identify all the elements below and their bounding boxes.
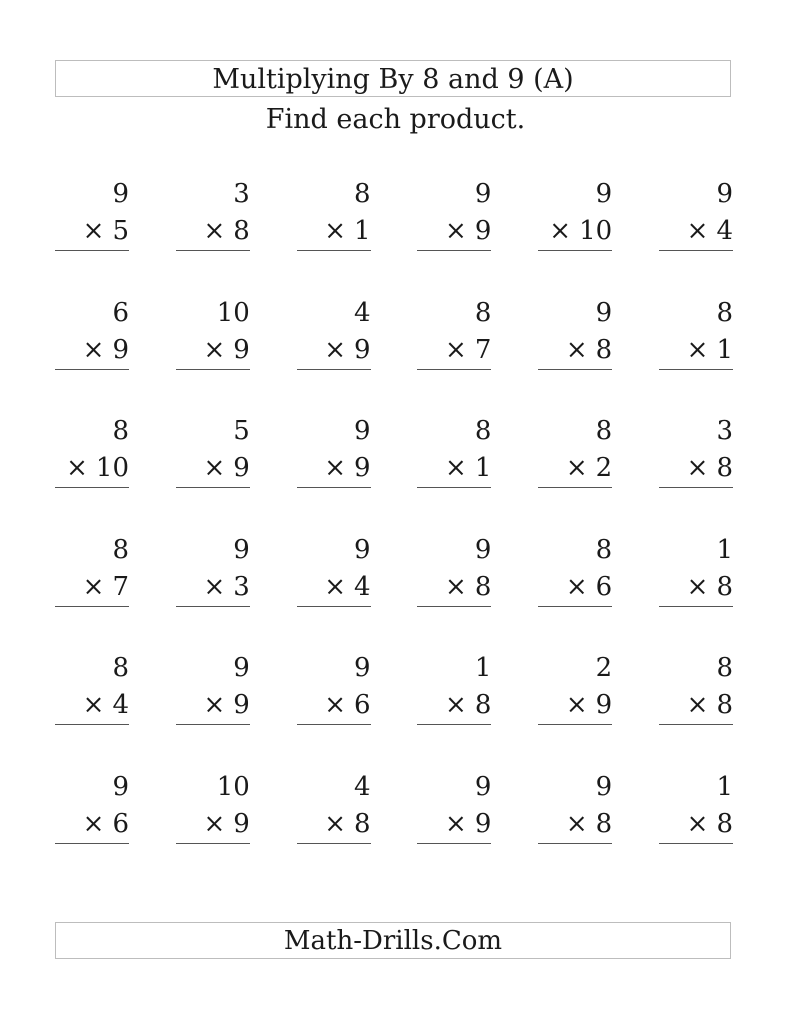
multiplier-line [297, 568, 371, 607]
multiplication-problem [55, 650, 129, 769]
multiplier-line [55, 568, 129, 607]
multiplication-problem [55, 176, 129, 295]
multiply-sign: × [549, 216, 572, 246]
multiply-sign: × [324, 808, 347, 839]
multiply-sign: × [324, 216, 347, 246]
multiplier: 5 [112, 216, 129, 246]
multiplier-line [659, 805, 733, 844]
multiplier: 8 [595, 334, 613, 365]
multiplier: 8 [716, 808, 733, 839]
multiply-sign: × [445, 808, 467, 839]
multiply-sign: × [203, 216, 226, 246]
multiplier-line [417, 686, 491, 725]
multiplier-line [538, 805, 612, 844]
multiplicand: 4 [354, 771, 371, 802]
footer-site-name: Math-Drills.Com [55, 922, 731, 959]
multiplicand: 8 [112, 416, 129, 446]
multiplier-line [297, 686, 371, 725]
multiplicand: 10 [216, 771, 250, 802]
multiplier: 6 [595, 571, 613, 602]
multiplicand: 9 [716, 179, 733, 209]
multiplicand: 8 [112, 653, 129, 683]
multiplier-line [176, 331, 250, 370]
multiply-sign: × [565, 334, 588, 365]
multiplication-problem [55, 295, 129, 414]
multiplier: 10 [579, 216, 613, 246]
multiplication-problem [417, 532, 491, 651]
multiplier-line [538, 686, 612, 725]
multiplier: 6 [354, 690, 371, 720]
multiplier: 1 [474, 453, 492, 483]
multiplier-line [176, 568, 250, 607]
multiplier-line [297, 805, 371, 844]
multiply-sign: × [565, 571, 588, 602]
multiply-sign: × [565, 690, 588, 720]
multiplicand: 9 [474, 771, 492, 802]
multiply-sign: × [82, 571, 105, 602]
multiplier-line [538, 449, 612, 488]
multiply-sign: × [445, 334, 467, 365]
multiply-sign: × [445, 216, 467, 246]
multiplier-line [538, 568, 612, 607]
multiplier-line [417, 331, 491, 370]
multiplicand: 8 [474, 416, 492, 446]
multiplier-line [659, 568, 733, 607]
multiplicand: 8 [112, 534, 129, 565]
multiplicand: 2 [595, 653, 613, 683]
multiplier: 7 [474, 334, 492, 365]
multiplier-line [659, 686, 733, 725]
multiplicand: 9 [595, 179, 613, 209]
multiplication-problem [538, 413, 612, 532]
multiplier-line [55, 212, 129, 251]
multiplication-problem [176, 532, 250, 651]
multiplier-line [417, 449, 491, 488]
multiplicand: 8 [595, 416, 613, 446]
multiplication-problem [659, 769, 733, 888]
multiplication-problem [176, 650, 250, 769]
multiplication-problem [417, 769, 491, 888]
multiplier: 2 [595, 453, 613, 483]
multiplicand: 9 [595, 771, 613, 802]
multiply-sign: × [203, 453, 226, 483]
multiply-sign: × [203, 690, 226, 720]
multiplicand: 9 [112, 771, 129, 802]
problem-grid [55, 176, 733, 887]
multiplier-line [538, 212, 612, 251]
multiplicand: 8 [716, 653, 733, 683]
multiplication-problem [176, 413, 250, 532]
multiplier: 10 [95, 453, 129, 483]
multiplicand: 1 [474, 653, 492, 683]
multiplier-line [55, 449, 129, 488]
multiplication-problem [176, 769, 250, 888]
multiplier-line [297, 449, 371, 488]
multiplier: 8 [716, 571, 733, 602]
multiplication-problem [417, 650, 491, 769]
multiplier: 7 [112, 571, 129, 602]
multiplier: 8 [474, 571, 492, 602]
multiplier: 9 [233, 690, 250, 720]
multiply-sign: × [324, 690, 347, 720]
multiplicand: 9 [595, 297, 613, 328]
multiplier-line [55, 331, 129, 370]
multiplicand: 8 [716, 297, 733, 328]
multiplier-line [659, 449, 733, 488]
multiplier-line [297, 331, 371, 370]
multiplication-problem [55, 769, 129, 888]
multiplier: 4 [716, 216, 733, 246]
multiplicand: 8 [474, 297, 492, 328]
multiplicand: 3 [716, 416, 733, 446]
multiplier: 8 [233, 216, 250, 246]
multiply-sign: × [203, 334, 226, 365]
multiply-sign: × [686, 334, 709, 365]
multiplier: 6 [112, 808, 129, 839]
multiplier: 4 [354, 571, 371, 602]
multiplier: 8 [716, 453, 733, 483]
multiply-sign: × [686, 571, 709, 602]
multiplication-problem [297, 413, 371, 532]
multiplier-line [659, 331, 733, 370]
multiply-sign: × [686, 216, 709, 246]
multiplication-problem [297, 295, 371, 414]
multiplicand: 1 [716, 771, 733, 802]
multiply-sign: × [445, 453, 467, 483]
multiply-sign: × [324, 571, 347, 602]
multiply-sign: × [324, 334, 347, 365]
multiplication-problem [417, 176, 491, 295]
multiplier: 3 [233, 571, 250, 602]
multiplier: 9 [595, 690, 613, 720]
multiplicand: 9 [112, 179, 129, 209]
multiplier: 9 [112, 334, 129, 365]
multiplicand: 9 [474, 179, 492, 209]
multiply-sign: × [445, 690, 467, 720]
multiplicand: 8 [595, 534, 613, 565]
multiplier: 9 [354, 453, 371, 483]
multiplication-problem [538, 769, 612, 888]
multiplication-problem [538, 532, 612, 651]
multiplier: 9 [233, 334, 250, 365]
multiplication-problem [176, 176, 250, 295]
multiplier: 1 [716, 334, 733, 365]
multiplicand: 5 [233, 416, 250, 446]
multiply-sign: × [686, 453, 709, 483]
multiplication-problem [538, 650, 612, 769]
multiplier-line [176, 805, 250, 844]
multiplier: 4 [112, 690, 129, 720]
multiply-sign: × [324, 453, 347, 483]
multiplier-line [176, 212, 250, 251]
multiplication-problem [55, 532, 129, 651]
multiplier-line [297, 212, 371, 251]
multiplication-problem [297, 769, 371, 888]
multiplication-problem [538, 295, 612, 414]
multiply-sign: × [82, 334, 105, 365]
multiplier: 9 [354, 334, 371, 365]
multiplicand: 4 [354, 297, 371, 328]
multiply-sign: × [565, 453, 588, 483]
multiply-sign: × [82, 216, 105, 246]
multiplicand: 9 [233, 653, 250, 683]
instructions-text: Find each product. [265, 104, 526, 135]
multiplication-problem [659, 650, 733, 769]
multiplier: 8 [474, 690, 492, 720]
multiplicand: 8 [354, 179, 371, 209]
multiplicand: 6 [112, 297, 129, 328]
multiplier: 8 [595, 808, 613, 839]
multiply-sign: × [66, 453, 88, 483]
multiplication-problem [538, 176, 612, 295]
multiply-sign: × [82, 690, 105, 720]
multiplication-problem [659, 295, 733, 414]
multiplier: 9 [233, 453, 250, 483]
multiplication-problem [659, 176, 733, 295]
multiplier-line [417, 568, 491, 607]
multiplier: 1 [354, 216, 371, 246]
worksheet-title: Multiplying By 8 and 9 (A) [55, 60, 731, 97]
multiplicand: 1 [716, 534, 733, 565]
multiplication-problem [659, 413, 733, 532]
multiplier-line [55, 686, 129, 725]
multiplier-line [417, 805, 491, 844]
multiplication-problem [659, 532, 733, 651]
multiplicand: 9 [354, 653, 371, 683]
multiplicand: 9 [474, 534, 492, 565]
multiplicand: 10 [216, 297, 250, 328]
multiplication-problem [297, 176, 371, 295]
multiply-sign: × [686, 808, 709, 839]
multiplication-problem [297, 532, 371, 651]
multiplier-line [659, 212, 733, 251]
multiplication-problem [176, 295, 250, 414]
multiply-sign: × [565, 808, 588, 839]
multiplier-line [538, 331, 612, 370]
multiplication-problem [297, 650, 371, 769]
multiplicand: 9 [233, 534, 250, 565]
multiplicand: 3 [233, 179, 250, 209]
multiplier: 8 [716, 690, 733, 720]
multiplicand: 9 [354, 416, 371, 446]
multiplication-problem [417, 413, 491, 532]
multiplier: 9 [233, 808, 250, 839]
multiply-sign: × [203, 571, 226, 602]
multiplicand: 9 [354, 534, 371, 565]
multiplier-line [417, 212, 491, 251]
multiplication-problem [417, 295, 491, 414]
multiplier: 9 [474, 216, 492, 246]
multiplier: 8 [354, 808, 371, 839]
multiply-sign: × [82, 808, 105, 839]
multiplier-line [55, 805, 129, 844]
multiply-sign: × [686, 690, 709, 720]
multiplier-line [176, 449, 250, 488]
multiplier-line [176, 686, 250, 725]
multiply-sign: × [445, 571, 467, 602]
multiplication-problem [55, 413, 129, 532]
multiply-sign: × [203, 808, 226, 839]
multiplier: 9 [474, 808, 492, 839]
